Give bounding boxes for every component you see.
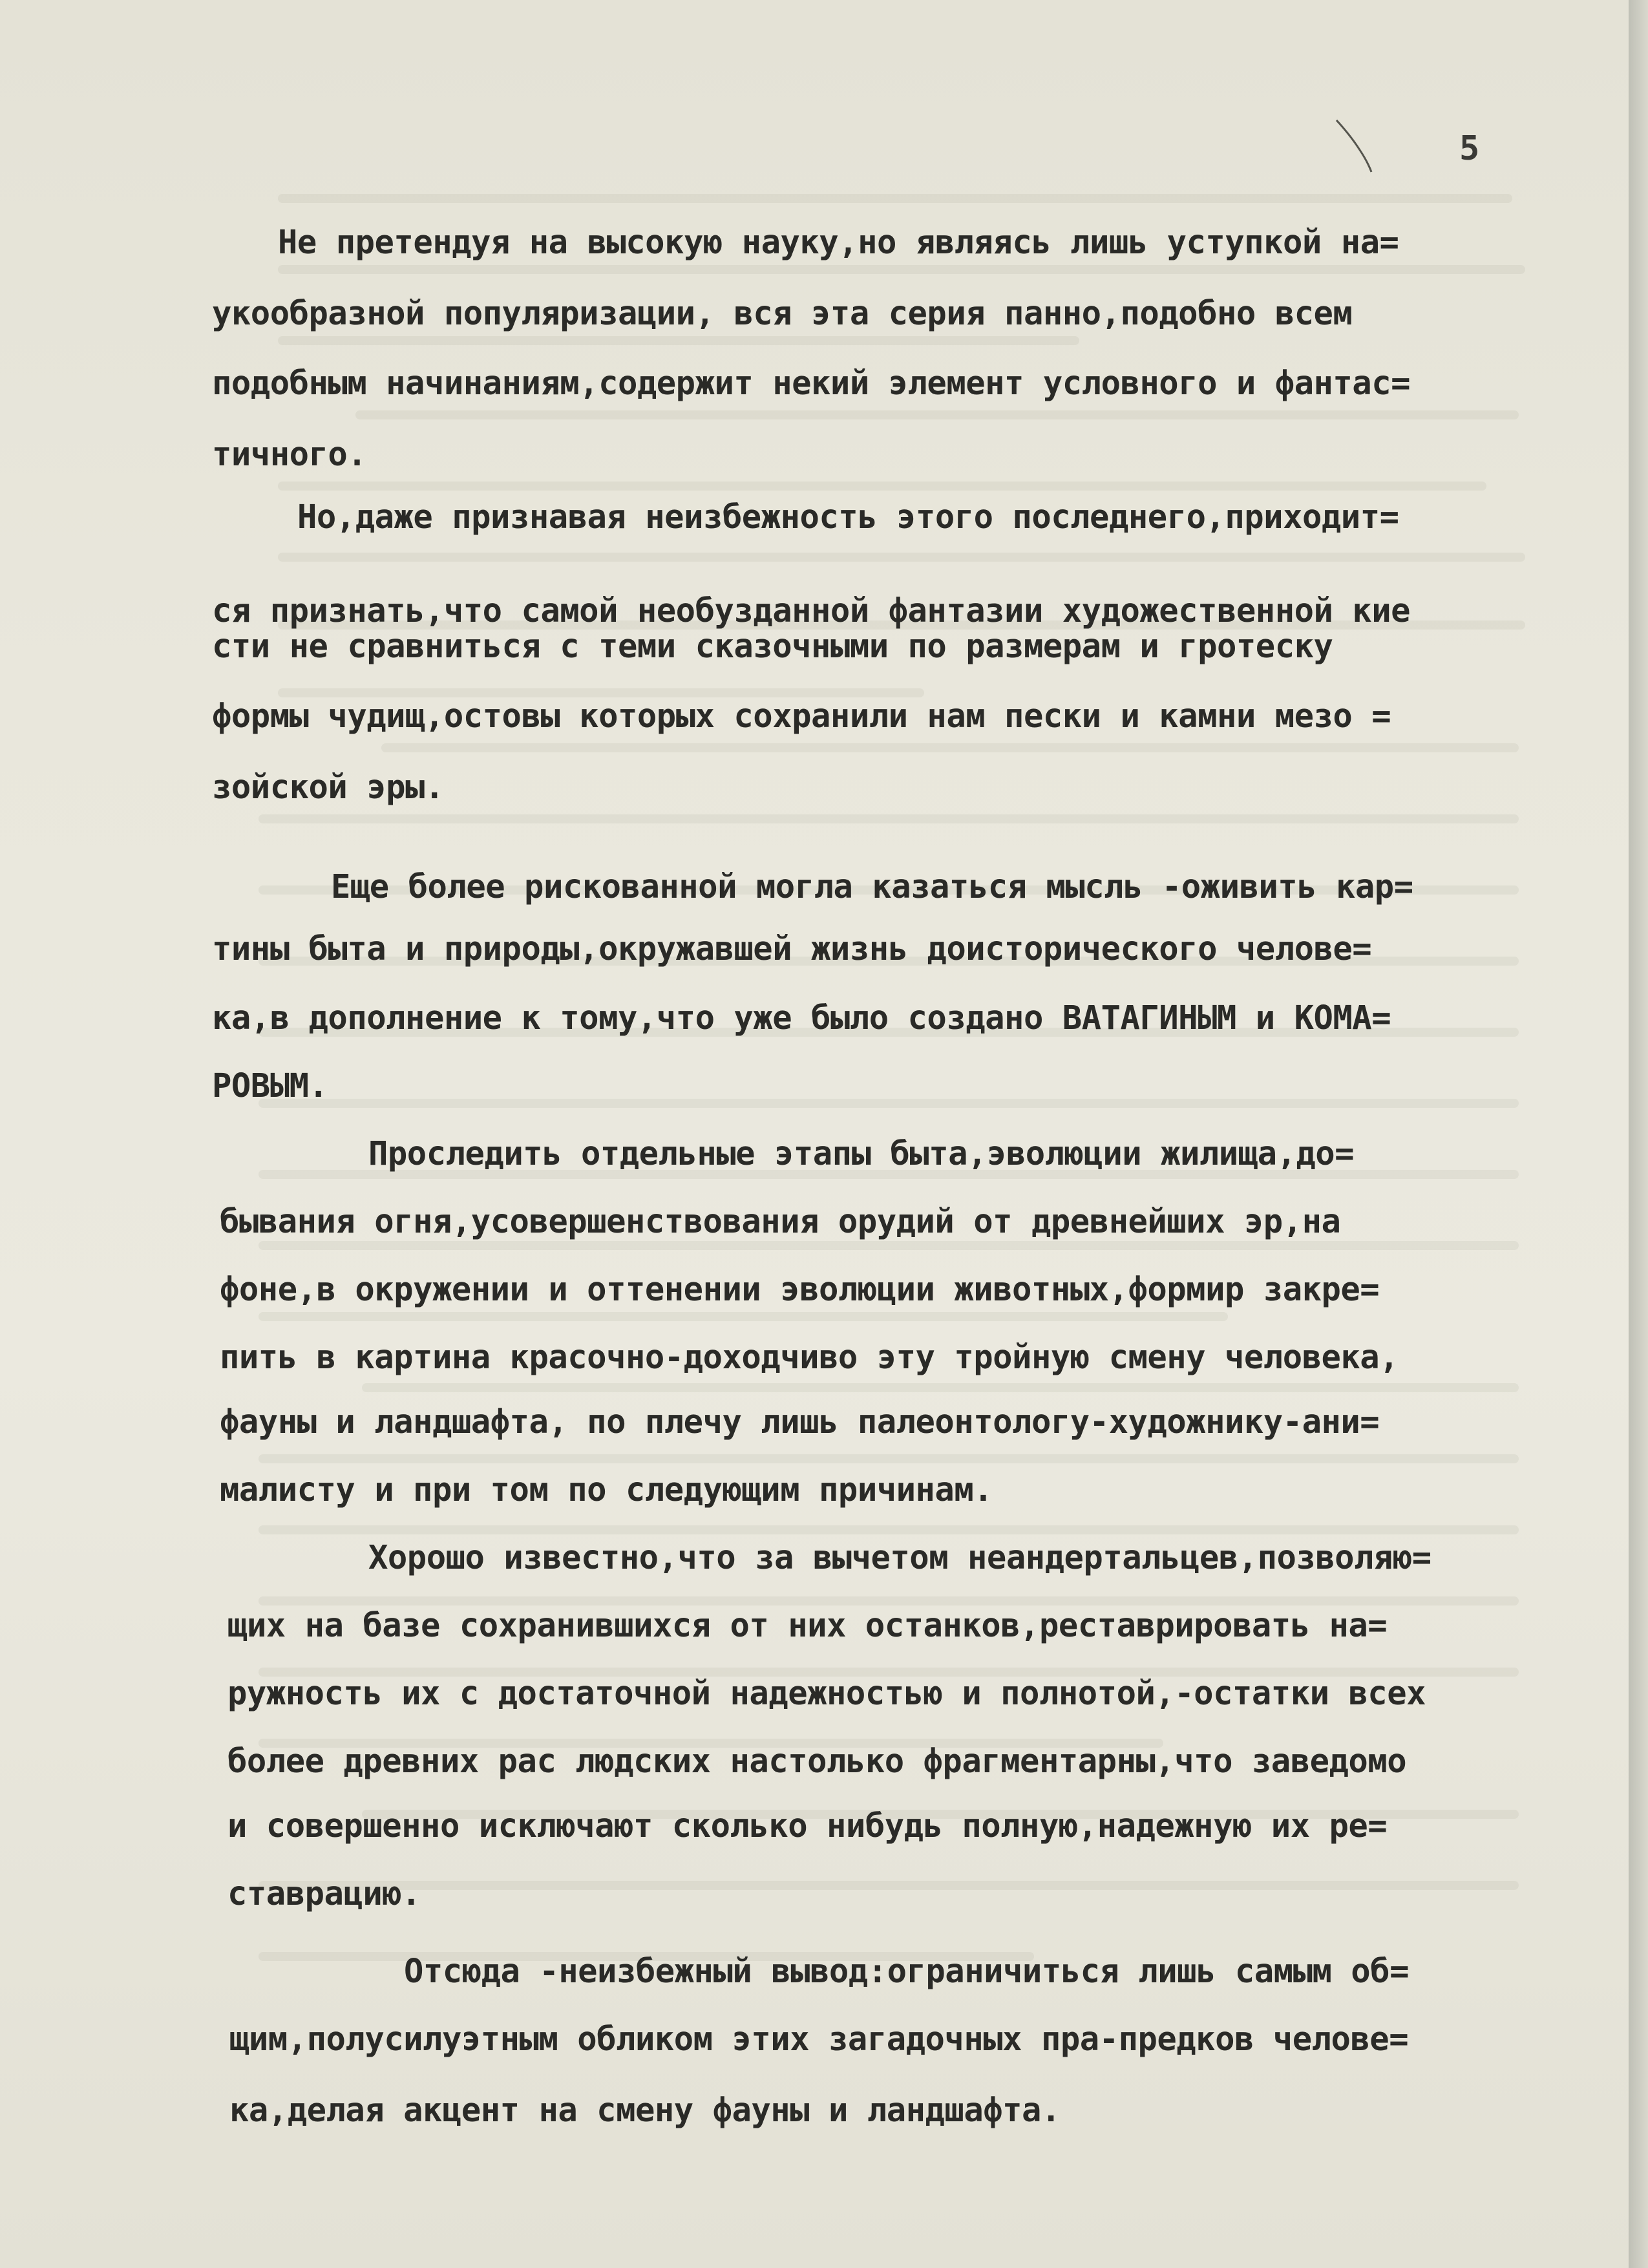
text-line: ся признать,что самой необузданной фантазии художественной кие — [212, 591, 1411, 630]
text-line: Отсюда -неизбежный вывод:ограничиться лишь самым об= — [404, 1952, 1409, 1990]
text-line: фауны и ландшафта, по плечу лишь палеонтологу-художнику-ани= — [220, 1403, 1380, 1441]
bleed-through — [381, 743, 1519, 752]
text-line: РОВЫМ. — [212, 1066, 328, 1105]
scan-edge — [1629, 0, 1648, 2268]
text-line: Не претендуя на высокую науку,но являясь лишь уступкой на= — [278, 223, 1399, 261]
bleed-through — [362, 1383, 1519, 1392]
text-line: ка,делая акцент на смену фауны и ландшафта. — [229, 2091, 1061, 2129]
text-line: более древних рас людских настолько фрагментарны,что заведомо — [227, 1742, 1407, 1780]
bleed-through — [278, 194, 1512, 203]
text-line: фоне,в окружении и оттенении эволюции животных,формир закре= — [220, 1270, 1380, 1308]
text-line: ка,в дополнение к тому,что уже было создано ВАТАГИНЫМ и КОМА= — [212, 999, 1391, 1037]
bleed-through — [278, 482, 1486, 491]
text-line: Но,даже признавая неизбежность этого последнего,приходит= — [297, 498, 1399, 536]
text-line: зойской эры. — [212, 768, 444, 806]
text-line: бывания огня,усовершенствования орудий от древнейших эр,на — [220, 1202, 1341, 1240]
text-line: щих на базе сохранившихся от них останков,реставрировать на= — [227, 1606, 1388, 1644]
bleed-through — [278, 336, 1079, 345]
text-line: Проследить отдельные этапы быта,эволюции жилища,до= — [368, 1134, 1355, 1172]
text-line: пить в картина красочно-доходчиво эту тройную смену человека, — [220, 1338, 1399, 1376]
bleed-through — [259, 814, 1519, 823]
bleed-through — [259, 1596, 1519, 1606]
bleed-through — [278, 265, 1525, 274]
text-line: тины быта и природы,окружавшей жизнь доисторического челове= — [212, 929, 1372, 968]
text-line: укообразной популяризации, вся эта серия панно,подобно всем — [212, 294, 1353, 332]
bleed-through — [278, 553, 1525, 562]
bleed-through — [278, 688, 924, 697]
text-line: Еще более рискованной могла казаться мысль -оживить кар= — [331, 867, 1413, 906]
bleed-through — [259, 1881, 1519, 1890]
text-line: подобным начинаниям,содержит некий элемент условного и фантас= — [212, 364, 1411, 402]
bleed-through — [259, 1454, 1519, 1463]
text-line: малисту и при том по следующим причинам. — [220, 1470, 993, 1509]
fold-mark — [1331, 116, 1377, 175]
text-line: Хорошо известно,что за вычетом неандертальцев,позволяю= — [368, 1538, 1431, 1576]
bleed-through — [259, 1312, 1228, 1321]
text-line: щим,полусилуэтным обликом этих загадочных пра-предков челове= — [229, 2020, 1409, 2058]
page-number: 5 — [1459, 129, 1480, 168]
text-line: сти не сравниться с теми сказочными по размерам и гротеску — [212, 627, 1333, 665]
text-line: ставрацию. — [227, 1874, 421, 1913]
bleed-through — [259, 1241, 1519, 1250]
text-line: формы чудищ,остовы которых сохранили нам пески и камни мезо = — [212, 697, 1391, 735]
bleed-through — [355, 410, 1519, 419]
bleed-through — [259, 1525, 1519, 1534]
text-line: тичного. — [212, 435, 367, 473]
bleed-through — [259, 1099, 1519, 1108]
text-line: ружность их с достаточной надежностью и полнотой,-остатки всех — [227, 1674, 1426, 1712]
text-line: и совершенно исключают сколько нибудь полную,надежную их ре= — [227, 1807, 1388, 1845]
